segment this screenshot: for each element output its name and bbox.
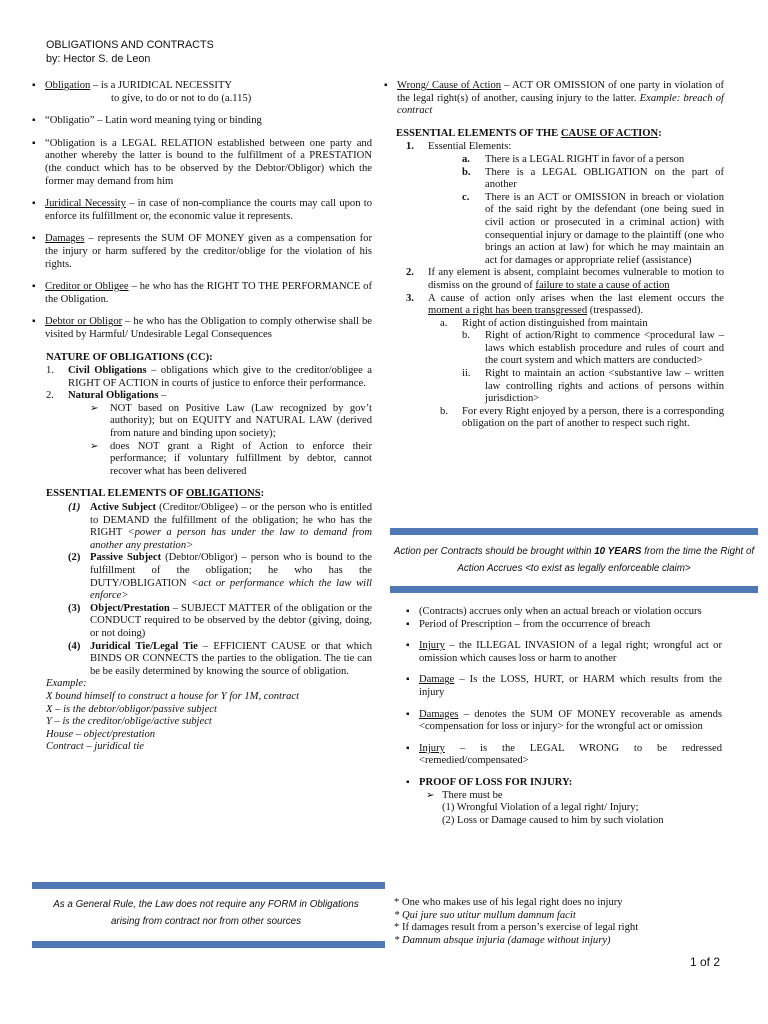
injury-definition — [406, 640, 722, 665]
legal-relation-definition: ▪ “Obligation is a LEGAL RELATION established between one party and another whereby the latter is bound to the fulfillment of a PRESTATION (the conduct which has to be observed by the Debtor/Obligor) which the former may demand from him — [32, 138, 372, 188]
n3-text: A cause of action only arises when the last element occurs the — [428, 292, 724, 304]
ten-years-note — [392, 543, 756, 577]
a-text: There is a LEGAL RIGHT in favor of a person — [485, 153, 685, 165]
elements-heading — [46, 488, 372, 501]
document-title: OBLIGATIONS AND CONTRACTS — [46, 39, 214, 51]
obligation-def-line2: to give, to do or not to do (a.115) — [111, 92, 252, 104]
divider-bar — [32, 882, 385, 889]
general-rule-note: As a General Rule, the Law does not require any FORM in Obligations arising from contract nor from other sources — [53, 899, 359, 927]
example-line: Y – is the creditor/oblige/active subject — [46, 716, 212, 728]
natural-sub-item-1 — [90, 403, 372, 441]
coa-item-3a — [440, 318, 724, 331]
element-object-prestation — [68, 603, 372, 641]
example-line: House – object/prestation — [46, 728, 156, 740]
damage-definition — [406, 674, 722, 699]
coa-heading — [396, 128, 724, 141]
elements-heading-u: OBLIGATIONS — [186, 488, 261, 500]
b-lbl: b. — [462, 166, 471, 178]
n2-text: If any element is absent, complaint becomes vulnerable to motion to dismiss on the ground of — [428, 267, 724, 291]
natural-def: – — [158, 390, 167, 402]
n2: 2. — [406, 267, 414, 279]
n1: 1. — [406, 141, 414, 153]
damages-term: Damages — [45, 233, 85, 245]
coa-item-3b2 — [440, 406, 724, 431]
page-number-text: 1 of 2 — [690, 955, 721, 969]
b-text: There is a LEGAL OBLIGATION on the part of another — [485, 166, 724, 191]
n2-underlined: failure to state a cause of action — [535, 279, 670, 291]
el2-term: Passive Subject — [90, 552, 162, 564]
accrue-item: ▪ (Contracts) accrues only when an actual breach or violation occurs — [406, 606, 722, 619]
debtor-term: Debtor or Obligor — [45, 316, 123, 328]
maxim-line: * One who makes use of his legal right does no injury — [394, 897, 623, 908]
document-header — [46, 39, 214, 66]
el3-num: (3) — [68, 602, 81, 614]
coa-heading-pre: ESSENTIAL ELEMENTS OF THE — [396, 127, 561, 139]
example-line: Contract – juridical tie — [46, 741, 144, 753]
coa-item-1a — [462, 154, 724, 167]
n3b-text: Right of action/Right to commence <procedural law – laws which establish procedure and rules of court and the court system and which matters are conducted> — [485, 330, 724, 367]
natural-term: Natural Obligations — [68, 390, 159, 402]
creditor-term: Creditor or Obligee — [45, 281, 129, 293]
creditor-definition — [32, 281, 372, 306]
n3ii-text: Right to maintain an action <substantive law – written law controlling rights and actions of persons within jurisdiction> — [485, 368, 724, 405]
damages-def-right: – denotes the SUM OF MONEY recoverable as amends <compensation for loss or injury> for the wrongful act or omission — [419, 708, 722, 733]
n3: 3. — [406, 292, 414, 304]
n1-text: Essential Elements: — [428, 141, 512, 153]
civil-def: – obligations which give to the creditor/obligee a RIGHT OF ACTION in courts of justice to enforce their performance. — [68, 365, 372, 389]
n3a-text: Right of action distinguished from maintain — [462, 317, 648, 329]
damages-definition — [32, 233, 372, 271]
damage-term: Damage — [419, 674, 455, 686]
wrong-definition — [384, 80, 724, 118]
a-lbl: a. — [462, 153, 470, 165]
maxim-line: * If damages result from a person’s exercise of legal right — [394, 922, 639, 934]
wrong-def: – ACT OR OMISSION of one party in violation of the legal right(s) of another, causing injury to the latter. — [397, 80, 725, 104]
elements-heading-pre: ESSENTIAL ELEMENTS OF — [46, 488, 187, 500]
document-author: by: Hector S. de Leon — [46, 52, 151, 65]
element-juridical-tie — [68, 641, 372, 679]
element-active-subject — [68, 502, 372, 552]
el2-italic: <act or performance which the law will enforce> — [90, 577, 373, 602]
obligation-def: – is a JURIDICAL NECESSITY — [90, 80, 233, 91]
coa-item-1 — [406, 141, 724, 154]
page-number — [690, 956, 720, 969]
nature-heading: NATURE OF OBLIGATIONS (CC): — [46, 351, 213, 363]
n3b2-text: For every Right enjoyed by a person, there is a corresponding obligation on the part of another to respect such right. — [462, 405, 724, 430]
example-block — [46, 678, 372, 754]
injury-def: – the ILLEGAL INVASION of a legal right; wrongful act or omission which causes loss or harm to another — [419, 640, 722, 664]
n3b-lbl: b. — [462, 330, 470, 342]
natural-sub-item-2 — [90, 441, 372, 479]
proof-2: (2) Loss or Damage caused to him by such violation — [442, 814, 664, 826]
divider-bar — [32, 941, 385, 948]
n3-underlined: moment a right has been transgressed — [428, 305, 588, 317]
coa-item-3ii — [462, 368, 724, 406]
maxim-line: * Qui jure suo utitur mullum damnum facit — [394, 909, 576, 921]
divider-bar — [390, 528, 758, 535]
juridical-necessity-definition — [32, 198, 372, 223]
el4-num: (4) — [68, 640, 81, 652]
elements-heading-post: : — [260, 488, 265, 500]
injury2-def: – is the LEGAL WRONG to be redressed <remedied/compensated> — [419, 742, 722, 767]
note-bold: 10 YEARS — [594, 546, 642, 557]
right-column — [384, 80, 724, 431]
right-lower-block — [396, 606, 722, 827]
maxim-line: * Damnum absque injuria (damage without injury) — [394, 934, 611, 946]
juridical-def: – in case of non-compliance the courts may call upon to enforce its fulfillment or, the economic value it represents. — [45, 198, 372, 222]
damages-definition-right — [406, 709, 722, 734]
creditor-def: – he who has the RIGHT TO THE PERFORMANCE of the Obligation. — [45, 281, 372, 305]
civil-num: 1. — [46, 365, 54, 377]
el4-def: – EFFICIENT CAUSE or that which BINDS OR CONNECTS the parties to the obligation. The tie can be be easily determined by knowing the source of obligation. — [90, 640, 372, 677]
note-pre: Action per Contracts should be brought within — [393, 546, 595, 557]
c-text: There is an ACT or OMISSION in breach or violation of the said right by the defendant (one being sued in civil action or prosecuted in a criminal action) with consequential injury or damage to the plaintiff (one who brings an action at law) for which he may maintain an act for damages or appropriate relief (assistance) — [485, 191, 724, 266]
example-line: X bound himself to construct a house for Y for 1M, contract — [46, 690, 300, 702]
coa-heading-post: : — [658, 127, 662, 139]
civil-term: Civil Obligations — [68, 365, 147, 377]
left-column — [32, 80, 372, 754]
n3a-lbl: a. — [440, 317, 448, 329]
arrow-bullet-icon: ➢ — [90, 402, 99, 414]
injury2-term: Injury — [419, 742, 445, 754]
arrow-bullet-icon: ➢ — [426, 789, 435, 801]
obligation-term: Obligation — [45, 80, 91, 91]
n3b2-lbl: b. — [440, 405, 448, 417]
wrong-example: Example: breach of contract — [397, 92, 724, 117]
natural-obligations-item — [46, 390, 372, 403]
injury-term: Injury — [419, 640, 445, 652]
el3-term: Object/Prestation — [90, 602, 170, 614]
coa-item-1b — [462, 167, 724, 192]
obligation-definition — [32, 80, 372, 105]
n3-post: (trespassed). — [587, 305, 644, 317]
proof-must: There must be — [442, 789, 503, 801]
juridical-term: Juridical Necessity — [45, 198, 126, 210]
natural-num: 2. — [46, 390, 54, 402]
coa-item-1c — [462, 192, 724, 268]
civil-obligations-item — [46, 365, 372, 390]
coa-item-3 — [406, 293, 724, 318]
example-line: X – is the debtor/obligor/passive subject — [46, 703, 217, 715]
divider-bar — [390, 586, 758, 593]
el1-term: Active Subject — [90, 502, 157, 514]
el2-num: (2) — [68, 552, 81, 564]
obligatio-definition: ▪ “Obligatio” – Latin word meaning tying or binding — [32, 115, 372, 128]
coa-heading-u: CAUSE OF ACTION — [560, 127, 659, 139]
element-passive-subject — [68, 552, 372, 602]
prescription-item: ▪ Period of Prescription – from the occurrence of breach — [406, 619, 722, 632]
el2-def: (Debtor/Obligor) – person who is bound to the fulfillment of the obligation; he who has the DUTY/OBLIGATION — [90, 552, 372, 589]
arrow-bullet-icon: ➢ — [90, 440, 99, 452]
c-lbl: c. — [462, 191, 470, 203]
el4-term: Juridical Tie/Legal Tie — [90, 640, 198, 652]
note-post: from the time the Right of Action Accrues <to exist as legally enforceable claim> — [457, 546, 755, 574]
damage-def: – Is the LOSS, HURT, or HARM which results from the injury — [419, 674, 722, 698]
maxims-block — [394, 897, 734, 947]
el3-def: – SUBJECT MATTER of the obligation or the CONDUCT required to be observed by the debtor (giving, doing, or not doing) — [90, 602, 372, 639]
damages-def: – represents the SUM OF MONEY given as a compensation for the injury or harm suffered by the creditor/oblige for the violation of his rights. — [45, 233, 372, 270]
el1-def: (Creditor/Obligee) – or the person who is entitled to DEMAND the fulfillment of the obligation; he who has the RIGHT — [90, 502, 372, 539]
example-line: Example: — [46, 678, 87, 690]
n3ii-lbl: ii. — [462, 368, 471, 380]
natural-sub-2-text: does NOT grant a Right of Action to enforce their performance; if voluntary fulfillment by debtor, cannot recover what has been delivered — [110, 440, 372, 477]
proof-1: (1) Wrongful Violation of a legal right/ Injury; — [442, 802, 639, 814]
injury-legal-wrong — [406, 743, 722, 768]
proof-heading: ▪ PROOF OF LOSS FOR INJURY: — [406, 777, 722, 790]
debtor-definition — [32, 316, 372, 341]
coa-item-3b — [462, 330, 724, 368]
debtor-def: – he who has the Obligation to comply otherwise shall be visited by Harmful/ Undesirable Legal Consequences — [45, 316, 372, 340]
damages-term-right: Damages — [419, 708, 459, 720]
proof-must-item — [426, 790, 722, 803]
natural-sub-1-text: NOT based on Positive Law (Law recognized by gov’t authority); but on EQUITY and NATURAL LAW (derived from nature and binding upon society); — [110, 402, 372, 440]
wrong-term: Wrong/ Cause of Action — [397, 80, 502, 91]
el1-italic: <power a person has under the law to demand from another any prestation> — [90, 527, 373, 551]
coa-item-2 — [406, 267, 724, 292]
el1-num: (1) — [68, 502, 81, 514]
